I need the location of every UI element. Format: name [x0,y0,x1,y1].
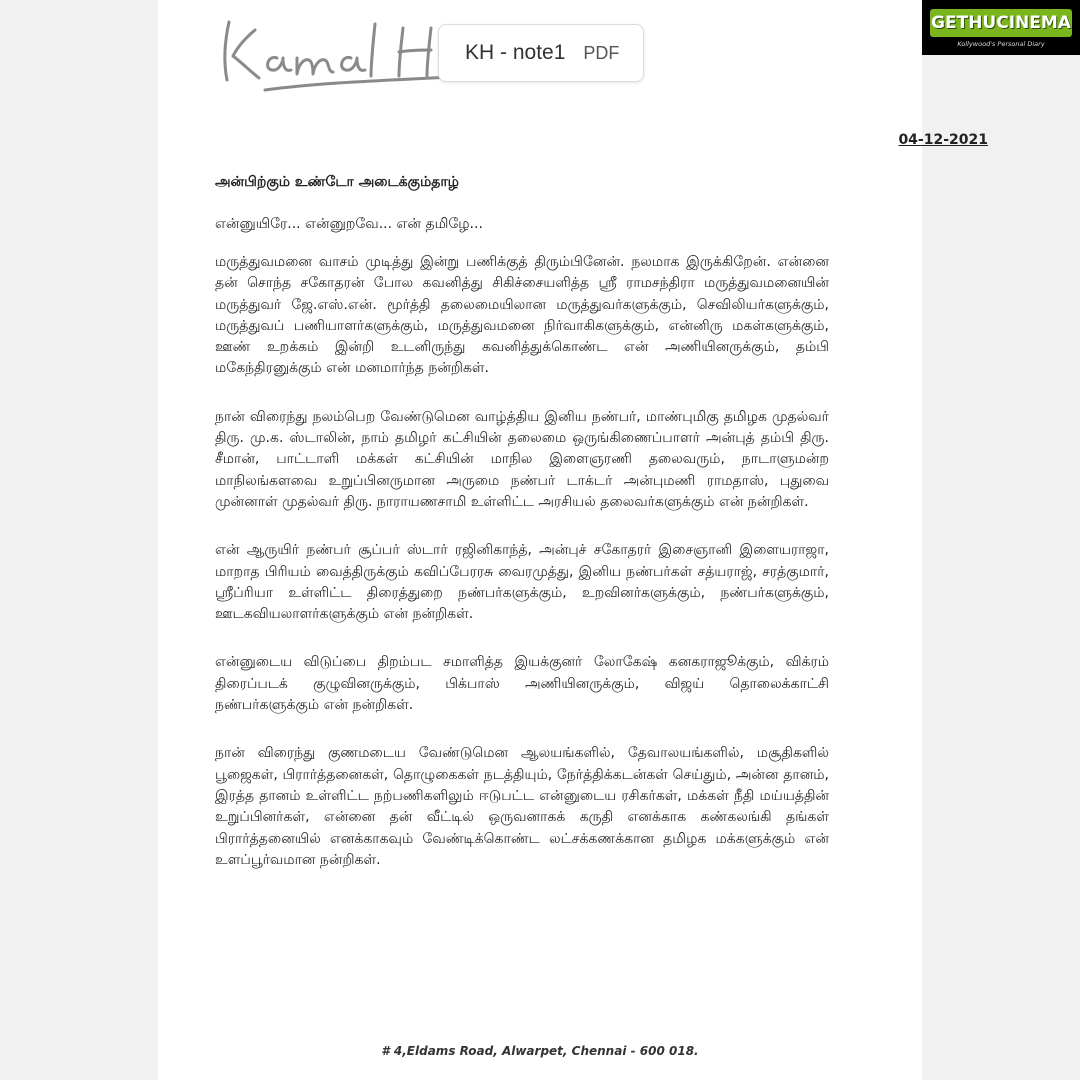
paragraph-thanks-fans: நான் விரைந்து குணமடைய வேண்டுமென ஆலயங்களில், தேவாலயங்களில், மசூதிகளில் பூஜைகள், பிரார்த்தனைகள், தொழுகைகள் நடத்தியும், நேர்த்திக்கடன்கள் செய்தும், அன்ன தானம், இரத்த தானம் உள்ளிட்ட நற்பணிகளிலும் ஈடுபட்ட என்னுடைய ரசிகர்கள், மக்கள் நீதி மய்யத்தின் உறுப்பினர்கள், என்னை தன் வீட்டில் ஒருவனாகக் கருதி எனக்காக கண்கலங்கி தங்கள் பிரார்த்தனையில் எனக்காகவும் வேண்டிக்கொண்ட லட்சக்கணக்கான தமிழக மக்களுக்கும் என் உளப்பூர்வமான நன்றிகள். [215,745,829,868]
paragraph-thanks-film-friends: என் ஆருயிர் நண்பர் சூப்பர் ஸ்டார் ரஜினிகாந்த், அன்புச் சகோதரர் இசைஞானி இளையராஜா, மாறாத பிரியம் வைத்திருக்கும் கவிப்பேரரசு வைரமுத்து, இனிய நண்பர்கள் சத்யராஜ், சரத்குமார், ஸ்ரீப்ரியா உள்ளிட்ட திரைத்துறை நண்பர்களுக்கும், உறவினர்களுக்கும், நண்பர்களுக்கும், ஊடகவியலாளர்களுக்கும் என் நன்றிகள். [215,542,829,623]
letter-date: 04-12-2021 [898,132,988,148]
watermark-tagline: Kollywood's Personal Diary [957,40,1045,48]
watermark-logo [922,0,1080,55]
paragraph-thanks-crew: என்னுடைய விடுப்பை திறம்பட சமாளித்த இயக்குனர் லோகேஷ் கனகராஜூக்கும், விக்ரம் திரைப்படக் குழுவினருக்கும், பிக்பாஸ் அணியினருக்கும், விஜய் தொலைக்காட்சி நண்பர்களுக்கும் என் நன்றிகள். [215,654,829,714]
letter-heading: அன்பிற்கும் உண்டோ அடைக்கும்தாழ் [215,174,459,190]
letter-salutation: என்னுயிரே... என்னுறவே... என் தமிழே... [215,216,483,232]
file-name-chip[interactable] [438,24,644,82]
file-type-label: PDF [583,42,620,63]
footer-address: # 4,Eldams Road, Alwarpet, Chennai - 600 018. [381,1044,699,1058]
paragraph-thanks-hospital: மருத்துவமனை வாசம் முடித்து இன்று பணிக்குத் திரும்பினேன். நலமாக இருக்கிறேன். என்னை தன் சொந்த சகோதரன் போல கவனித்து சிகிச்சையளித்த ஸ்ரீ ராமசந்திரா மருத்துவமனையின் மருத்துவர் ஜே.எஸ்.என். மூர்த்தி தலைமையிலான மருத்துவர்களுக்கும், செவிலியர்களுக்கும், மருத்துவப் பணியாளர்களுக்கும், மருத்துவமனை நிர்வாகிகளுக்கும், என்னிரு மகள்களுக்கும், ஊண் உறக்கம் இன்றி உடனிருந்து கவனித்துக்கொண்ட என் அணியினருக்கும், தம்பி மகேந்திரனுக்கும் என் மனமார்ந்த நன்றிகள். [215,254,829,377]
letter-body [215,252,829,898]
watermark-title: GETHUCINEMA [930,9,1072,37]
file-name-label: KH - note1 [465,41,566,64]
paragraph-thanks-politicians: நான் விரைந்து நலம்பெற வேண்டுமென வாழ்த்திய இனிய நண்பர், மாண்புமிகு தமிழக முதல்வர் திரு. மு.க. ஸ்டாலின், நாம் தமிழர் கட்சியின் தலைமை ஒருங்கிணைப்பாளர் அன்புத் தம்பி திரு. சீமான், பாட்டாளி மக்கள் கட்சியின் மாநில இளைஞரணி தலைவரும், நாடாளுமன்ற மாநிலங்களவை உறுப்பினருமான அருமை நண்பர் டாக்டர் அன்புமணி ராமதாஸ், புதுவை முன்னாள் முதல்வர் திரு. நாராயணசாமி உள்ளிட்ட அரசியல் தலைவர்களுக்கும் என் நன்றிகள். [215,408,829,510]
signature-logo [215,10,475,100]
